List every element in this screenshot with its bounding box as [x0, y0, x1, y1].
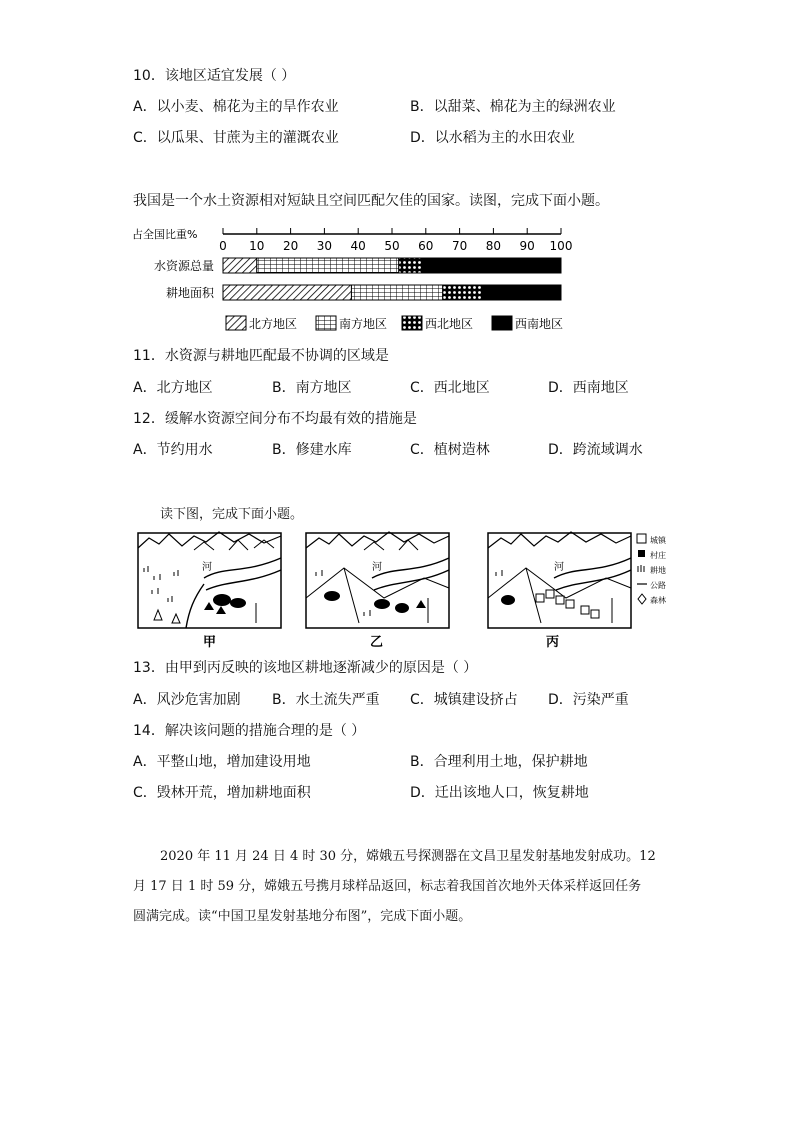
- chart-legend-label: 北方地区: [249, 317, 298, 331]
- chart-tick-label: 100: [549, 239, 573, 253]
- chart-bar-segment: [223, 285, 351, 300]
- chart-bar-segment: [422, 258, 561, 273]
- map-legend: [637, 534, 667, 605]
- intro-chang-e-line3: 圆满完成。读“中国卫星发射基地分布图”，完成下面小题。: [133, 909, 472, 924]
- chart-tick-label: 10: [249, 239, 265, 253]
- chart-bar-segment: [399, 258, 423, 273]
- q13-option-d[interactable]: D．污染严重: [548, 692, 629, 708]
- chart-legend-swatch: [316, 316, 336, 330]
- q10-option-a[interactable]: A．以小麦、棉花为主的旱作农业: [133, 99, 339, 115]
- map-legend-farmland: 耕地: [650, 566, 666, 575]
- q12-option-d[interactable]: D．跨流域调水: [548, 442, 643, 458]
- map-legend-forest: 森林: [650, 596, 666, 605]
- chart-legend-swatch: [402, 316, 422, 330]
- q11-option-c[interactable]: C．西北地区: [410, 380, 490, 396]
- chart-bar-segment: [257, 258, 399, 273]
- map-legend-village: 村庄: [650, 551, 666, 560]
- q11-option-b[interactable]: B．南方地区: [272, 380, 352, 396]
- q10-option-c[interactable]: C．以瓜果、甘蔗为主的灌溉农业: [133, 130, 339, 146]
- q10-stem: 10．该地区适宜发展（ ）: [133, 68, 296, 84]
- chart-category-label: 耕地面积: [165, 286, 214, 300]
- q14-option-a[interactable]: A．平整山地，增加建设用地: [133, 754, 311, 770]
- q12-option-c[interactable]: C．植树造林: [410, 442, 490, 458]
- q13-option-a[interactable]: A．风沙危害加剧: [133, 692, 241, 708]
- land-use-maps: [134, 528, 694, 653]
- chart-tick-label: 30: [316, 239, 333, 253]
- chart-axis-title: 占全国比重%: [132, 228, 198, 241]
- chart-tick-label: 20: [282, 239, 299, 253]
- q13-option-b[interactable]: B．水土流失严重: [272, 692, 380, 708]
- map-label-river-3: 河: [554, 562, 564, 573]
- q12-stem: 12．缓解水资源空间分布不均最有效的措施是: [133, 411, 417, 427]
- q14-option-b[interactable]: B．合理利用土地，保护耕地: [410, 754, 588, 770]
- chart-legend-swatch: [226, 316, 246, 330]
- chart-bar-segment: [351, 285, 442, 300]
- q11-option-a[interactable]: A．北方地区: [133, 380, 213, 396]
- q14-option-d[interactable]: D．迁出该地人口，恢复耕地: [410, 785, 589, 801]
- intro-chang-e-line2: 月 17 日 1 时 59 分，嫦娥五号携月球样品返回，标志着我国首次地外天体采样返回任务: [133, 879, 642, 894]
- chart-tick-label: 60: [418, 239, 434, 253]
- q13-option-c[interactable]: C．城镇建设挤占: [410, 692, 518, 708]
- chart-tick-label: 80: [485, 239, 502, 253]
- chart-tick-label: 90: [519, 239, 535, 253]
- q12-option-a[interactable]: A．节约用水: [133, 442, 213, 458]
- q14-stem: 14．解决该问题的措施合理的是（ ）: [133, 723, 366, 739]
- chart-bar-segment: [483, 285, 561, 300]
- land-use-map-figure: [134, 528, 694, 653]
- map-panel-yi: [306, 532, 449, 650]
- q10-option-b[interactable]: B．以甜菜、棉花为主的绿洲农业: [410, 99, 616, 115]
- map-label-yi: 乙: [370, 635, 384, 650]
- map-label-river-2: 河: [372, 562, 382, 573]
- intro-chang-e-line1: 2020 年 11 月 24 日 4 时 30 分，嫦娥五号探测器在文昌卫星发射基地发射成功。12: [160, 849, 656, 864]
- stacked-bar-chart: [132, 220, 592, 335]
- chart-tick-label: 40: [350, 239, 366, 253]
- water-land-chart: [132, 220, 592, 335]
- q10-option-d[interactable]: D．以水稻为主的水田农业: [410, 130, 575, 146]
- q11-stem: 11．水资源与耕地匹配最不协调的区域是: [133, 348, 389, 364]
- map-label-river: 河: [202, 562, 212, 573]
- chart-category-label: 水资源总量: [153, 259, 214, 273]
- chart-legend-swatch: [492, 316, 512, 330]
- chart-bar-segment: [443, 285, 484, 300]
- q11-option-d[interactable]: D．西南地区: [548, 380, 629, 396]
- chart-bar-segment: [223, 258, 257, 273]
- chart-tick-label: 70: [451, 239, 468, 253]
- map-panel-bing: [488, 532, 631, 650]
- chart-legend-label: 南方地区: [339, 317, 388, 331]
- q13-stem: 13．由甲到丙反映的该地区耕地逐渐减少的原因是（ ）: [133, 660, 478, 676]
- chart-legend-label: 西南地区: [515, 317, 564, 331]
- chart-legend-label: 西北地区: [425, 317, 474, 331]
- intro-water-land: 我国是一个水土资源相对短缺且空间匹配欠佳的国家。读图，完成下面小题。: [133, 193, 609, 209]
- map-legend-town: 城镇: [650, 536, 666, 545]
- map-label-bing: 丙: [546, 635, 560, 650]
- map-legend-road: 公路: [650, 581, 666, 590]
- map-label-jia: 甲: [203, 635, 217, 650]
- intro-maps: 读下图，完成下面小题。: [160, 507, 304, 522]
- q12-option-b[interactable]: B．修建水库: [272, 442, 352, 458]
- map-panel-jia: [138, 532, 281, 650]
- q14-option-c[interactable]: C．毁林开荒，增加耕地面积: [133, 785, 311, 801]
- chart-tick-label: 0: [219, 239, 227, 253]
- chart-tick-label: 50: [384, 239, 400, 253]
